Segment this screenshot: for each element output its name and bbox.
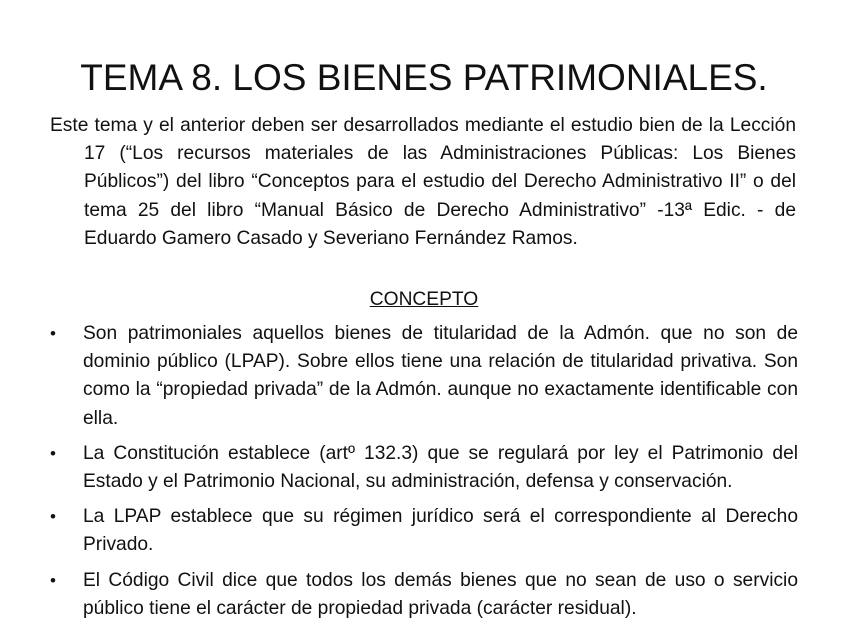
slide-title: TEMA 8. LOS BIENES PATRIMONIALES. bbox=[80, 57, 768, 98]
bullet-text: La LPAP establece que su régimen jurídico será el correspondiente al Derecho Privado. bbox=[83, 506, 798, 556]
bullet-icon: • bbox=[50, 324, 56, 343]
intro-paragraph: Este tema y el anterior deben ser desarrollados mediante el estudio bien de la Lección 17 (“Los recursos materiales de las Administraciones Públicas: Los Bienes Públicos”) del libro “Conceptos para el estudio del Derecho Administrativo II” o del tema 25 del libro “Manual Básico de Derecho Administrativo” -13ª Edic. - de Eduardo Gamero Casado y Severiano Fernández Ramos. bbox=[50, 115, 796, 249]
bullet-item bbox=[48, 567, 798, 623]
bullet-icon: • bbox=[50, 507, 56, 527]
bullet-item bbox=[48, 503, 798, 559]
bullet-text: El Código Civil dice que todos los demás bienes que no sean de uso o servicio público tiene el carácter de propiedad privada (carácter residual). bbox=[83, 569, 798, 619]
bullet-item bbox=[48, 320, 798, 433]
bullet-text: Son patrimoniales aquellos bienes de titularidad de la Admón. que no son de dominio público (LPAP). Sobre ellos tiene una relación de titularidad privativa. Son como la “propiedad privada” de la Admón. aunque no exactamente identificable con ella. bbox=[83, 323, 798, 429]
bullet-text: La Constitución establece (artº 132.3) que se regulará por ley el Patrimonio del Estado y el Patrimonio Nacional, su administración, defensa y conservación. bbox=[83, 442, 798, 493]
bullet-icon: • bbox=[50, 443, 56, 463]
bullet-item bbox=[48, 440, 798, 496]
bullet-icon: • bbox=[50, 570, 56, 590]
bullet-list bbox=[48, 320, 798, 630]
section-heading-concepto: CONCEPTO bbox=[369, 289, 479, 310]
